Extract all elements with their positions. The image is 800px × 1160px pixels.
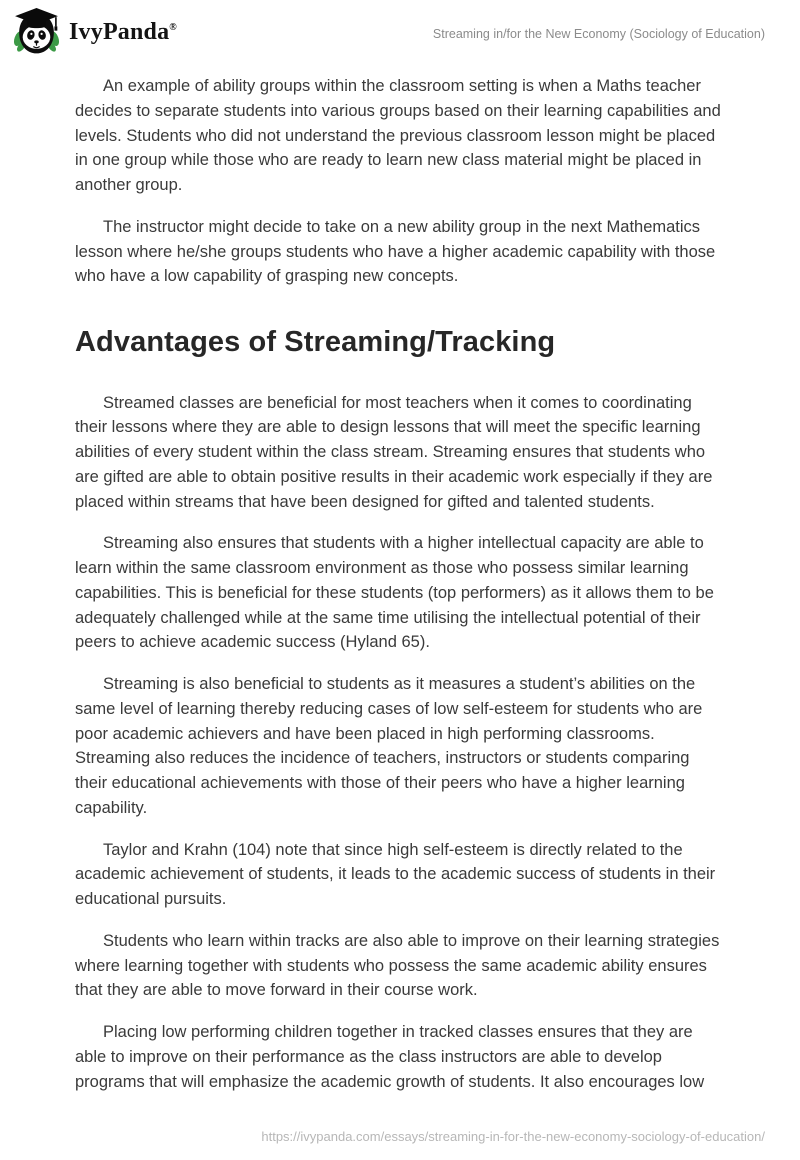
brand-name bbox=[69, 20, 177, 44]
paragraph: The instructor might decide to take on a new ability group in the next Mathematics lesson where he/she groups students who have a higher academic capability with those who have a low capability of grasping new concepts. bbox=[75, 217, 716, 286]
paragraph: Streamed classes are beneficial for most teachers when it comes to coordinating their lessons where they are able to design lessons that will meet the specific learning abilities of every student within the class stream. Streaming ensures that students who are gifted are able to obtain positive results in their academic work especially if they are placed within streams that have been designed for gifted and talented students. bbox=[75, 393, 713, 511]
paragraph: Streaming is also beneficial to students as it measures a student’s abilities on the same level of learning thereby reducing cases of low self-esteem for students who are poor academic achievers and have been placed in high performing classrooms. Streaming also reduces the incidence of teachers, instructors or students comparing their educational achievements with those of their peers who have a higher learning capability. bbox=[75, 675, 703, 817]
paragraph: Students who learn within tracks are also able to improve on their learning strategies where learning together with students who possess the same academic ability ensures that they are able to move forward in their course work. bbox=[75, 931, 720, 1000]
brand-name-text: IvyPanda bbox=[69, 19, 170, 45]
registered-trademark: ® bbox=[169, 22, 177, 33]
essay-content bbox=[75, 74, 725, 1094]
paragraph: Streaming also ensures that students with a higher intellectual capacity are able to learn within the same classroom environment as those who possess similar learning capabilities. This is beneficial for these students (top performers) as it allows them to be adequately challenged while at the same time utilising the intellectual potential of their peers to achieve academic success (Hyland 65). bbox=[75, 534, 714, 652]
paragraph: Placing low performing children together in tracked classes ensures that they are able to improve on their performance as the class instructors are able to develop programs that will emphasize the academic growth of students. It also encourages low bbox=[75, 1023, 705, 1091]
page-header bbox=[0, 0, 800, 62]
brand bbox=[13, 8, 177, 57]
section-heading: Advantages of Streaming/Tracking bbox=[75, 326, 556, 358]
ivypanda-logo-icon bbox=[13, 8, 60, 57]
paragraph: Taylor and Krahn (104) note that since high self-esteem is directly related to the academic achievement of students, it leads to the academic success of students in their educational pursuits. bbox=[75, 840, 716, 908]
paragraph: An example of ability groups within the classroom setting is when a Maths teacher decides to separate students into various groups based on their learning capabilities and levels. Students who did not understand the previous classroom lesson might be placed in one group while those who are ready to learn new class material might be placed in another group. bbox=[75, 77, 721, 194]
document-title: Streaming in/for the New Economy (Sociology of Education) bbox=[432, 27, 765, 41]
page-footer bbox=[261, 1129, 765, 1144]
source-url[interactable]: https://ivypanda.com/essays/streaming-in-for-the-new-economy-sociology-of-education/ bbox=[261, 1129, 765, 1144]
